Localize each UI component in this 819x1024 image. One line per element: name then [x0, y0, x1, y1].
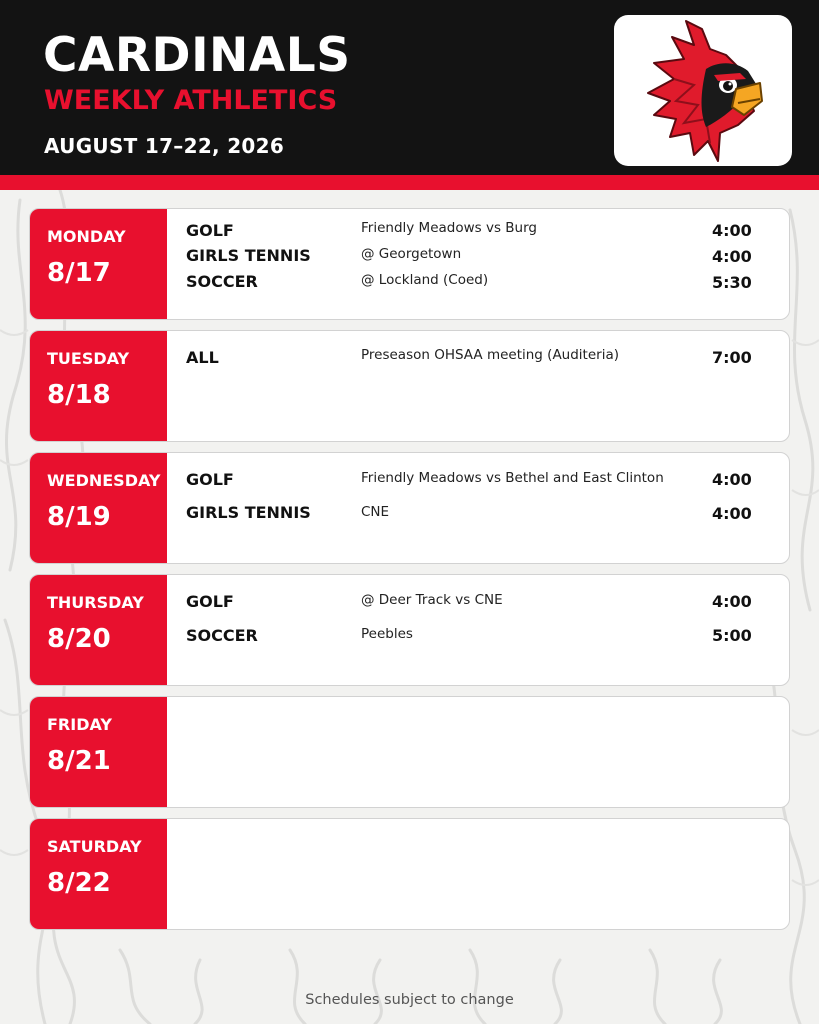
- event-sport: GOLF: [186, 470, 234, 489]
- event-time: 4:00: [712, 592, 752, 611]
- event-sport: SOCCER: [186, 272, 258, 291]
- day-card-saturday: [29, 818, 790, 930]
- event-detail: Friendly Meadows vs Bethel and East Clinton: [361, 470, 664, 486]
- footer-note: Schedules subject to change: [305, 992, 514, 1008]
- event-time: 4:00: [712, 221, 752, 240]
- event-detail: CNE: [361, 504, 390, 520]
- event-sport: GOLF: [186, 592, 234, 611]
- event-time: 7:00: [712, 348, 752, 367]
- day-date: 8/21: [47, 746, 111, 776]
- event-time: 5:00: [712, 626, 752, 645]
- day-name: TUESDAY: [47, 349, 130, 368]
- day-name: FRIDAY: [47, 715, 112, 734]
- day-label-block: [30, 453, 167, 564]
- day-card-friday: [29, 696, 790, 808]
- day-label-block: [30, 697, 167, 808]
- day-name: MONDAY: [47, 227, 126, 246]
- event-detail: Friendly Meadows vs Burg: [361, 220, 537, 236]
- day-label-block: [30, 209, 167, 320]
- day-label-block: [30, 819, 167, 930]
- header-banner: [0, 0, 819, 175]
- event-detail: @ Deer Track vs CNE: [361, 592, 503, 608]
- cardinal-bird-logo-icon: [614, 15, 792, 166]
- date-range: AUGUST 17–22, 2026: [44, 134, 285, 158]
- day-date: 8/17: [47, 258, 111, 288]
- team-logo: [614, 15, 792, 166]
- event-sport: GIRLS TENNIS: [186, 503, 311, 522]
- event-detail: Peebles: [361, 626, 413, 642]
- event-sport: GOLF: [186, 221, 234, 240]
- event-time: 5:30: [712, 273, 752, 292]
- day-name: WEDNESDAY: [47, 471, 161, 490]
- day-date: 8/19: [47, 502, 111, 532]
- event-detail: @ Georgetown: [361, 246, 462, 262]
- page-title: CARDINALS: [43, 28, 351, 83]
- day-date: 8/20: [47, 624, 111, 654]
- event-sport: SOCCER: [186, 626, 258, 645]
- day-date: 8/18: [47, 380, 111, 410]
- event-time: 4:00: [712, 470, 752, 489]
- event-sport: ALL: [186, 348, 219, 367]
- day-date: 8/22: [47, 868, 111, 898]
- event-time: 4:00: [712, 247, 752, 266]
- header-accent-stripe: [0, 175, 819, 190]
- day-name: SATURDAY: [47, 837, 142, 856]
- event-detail: Preseason OHSAA meeting (Auditeria): [361, 347, 619, 363]
- day-card-monday: [29, 208, 790, 320]
- page-subtitle: WEEKLY ATHLETICS: [44, 85, 338, 116]
- day-card-tuesday: [29, 330, 790, 442]
- day-label-block: [30, 575, 167, 686]
- event-detail: @ Lockland (Coed): [361, 272, 489, 288]
- day-card-thursday: [29, 574, 790, 686]
- day-card-wednesday: [29, 452, 790, 564]
- day-name: THURSDAY: [47, 593, 144, 612]
- event-time: 4:00: [712, 504, 752, 523]
- event-sport: GIRLS TENNIS: [186, 246, 311, 265]
- day-label-block: [30, 331, 167, 442]
